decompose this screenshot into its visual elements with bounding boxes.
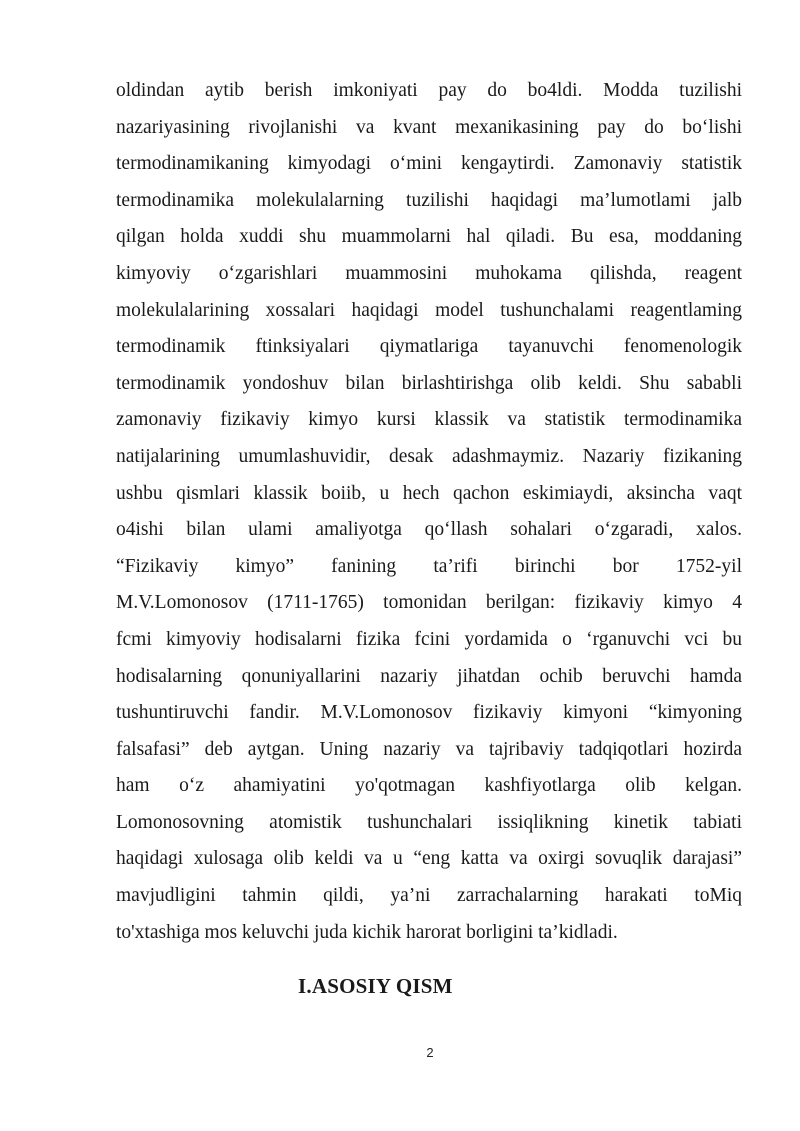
text-line: hodisalarning qonuniyallarini nazariy jihatdan ochib beruvchi hamda — [116, 665, 742, 687]
text-line: fcmi kimyoviy hodisalarni fizika fcini yordamida o ‘rganuvchi vci bu — [116, 628, 742, 650]
text-line: ushbu qismlari klassik boiib, u hech qachon eskimiaydi, aksincha vaqt — [116, 482, 742, 504]
body-paragraph — [116, 73, 742, 951]
text-line: nazariyasining rivojlanishi va kvant mexanikasining pay do bo‘lishi — [116, 116, 742, 138]
text-line: “Fizikaviy kimyo” fanining ta’rifi birinchi bor 1752-yil — [116, 555, 742, 577]
text-line: tushuntiruvchi fandir. M.V.Lomonosov fizikaviy kimyoni “kimyoning — [116, 702, 742, 724]
text-line: termodinamik ftinksiyalari qiymatlariga tayanuvchi fenomenologik — [116, 336, 742, 358]
text-line: Lomonosovning atomistik tushunchalari issiqlikning kinetik tabiati — [116, 811, 742, 833]
text-line: qilgan holda xuddi shu muammolarni hal qiladi. Bu esa, moddaning — [116, 226, 742, 248]
text-line: to'xtashiga mos keluvchi juda kichik harorat borligini ta’kidladi. — [116, 921, 618, 943]
text-line: mavjudligini tahmin qildi, ya’ni zarrachalarning harakati toMiq — [116, 885, 742, 907]
section-heading: I.ASOSIY QISM — [298, 974, 453, 998]
text-line: ham o‘z ahamiyatini yo'qotmagan kashfiyotlarga olib kelgan. — [116, 775, 742, 797]
text-line: oldindan aytib berish imkoniyati pay do bo4ldi. Modda tuzilishi — [116, 80, 742, 101]
text-line: o4ishi bilan ulami amaliyotga qo‘llash sohalari o‘zgaradi, xalos. — [116, 519, 742, 541]
text-line: zamonaviy fizikaviy kimyo kursi klassik va statistik termodinamika — [116, 409, 742, 431]
text-line: haqidagi xulosaga olib keldi va u “eng katta va oxirgi sovuqlik darajasi” — [116, 848, 742, 870]
text-line: natijalarining umumlashuvidir, desak adashmaymiz. Nazariy fizikaning — [116, 445, 742, 467]
text-line: falsafasi” deb aytgan. Uning nazariy va tajribaviy tadqiqotlari hozirda — [116, 738, 742, 760]
text-line: termodinamika molekulalarning tuzilishi haqidagi ma’lumotlami jalb — [116, 189, 742, 211]
text-line: termodinamik yondoshuv bilan birlashtirishga olib keldi. Shu sababli — [116, 372, 742, 394]
text-line: M.V.Lomonosov (1711-1765) tomonidan berilgan: fizikaviy kimyo 4 — [116, 592, 742, 614]
text-line: kimyoviy o‘zgarishlari muammosini muhokama qilishda, reagent — [116, 262, 742, 284]
page-number: 2 — [426, 1045, 434, 1060]
text-line: termodinamikaning kimyodagi o‘mini kengaytirdi. Zamonaviy statistik — [116, 153, 742, 175]
text-line: molekulalarining xossalari haqidagi model tushunchalami reagentlaming — [116, 299, 742, 321]
